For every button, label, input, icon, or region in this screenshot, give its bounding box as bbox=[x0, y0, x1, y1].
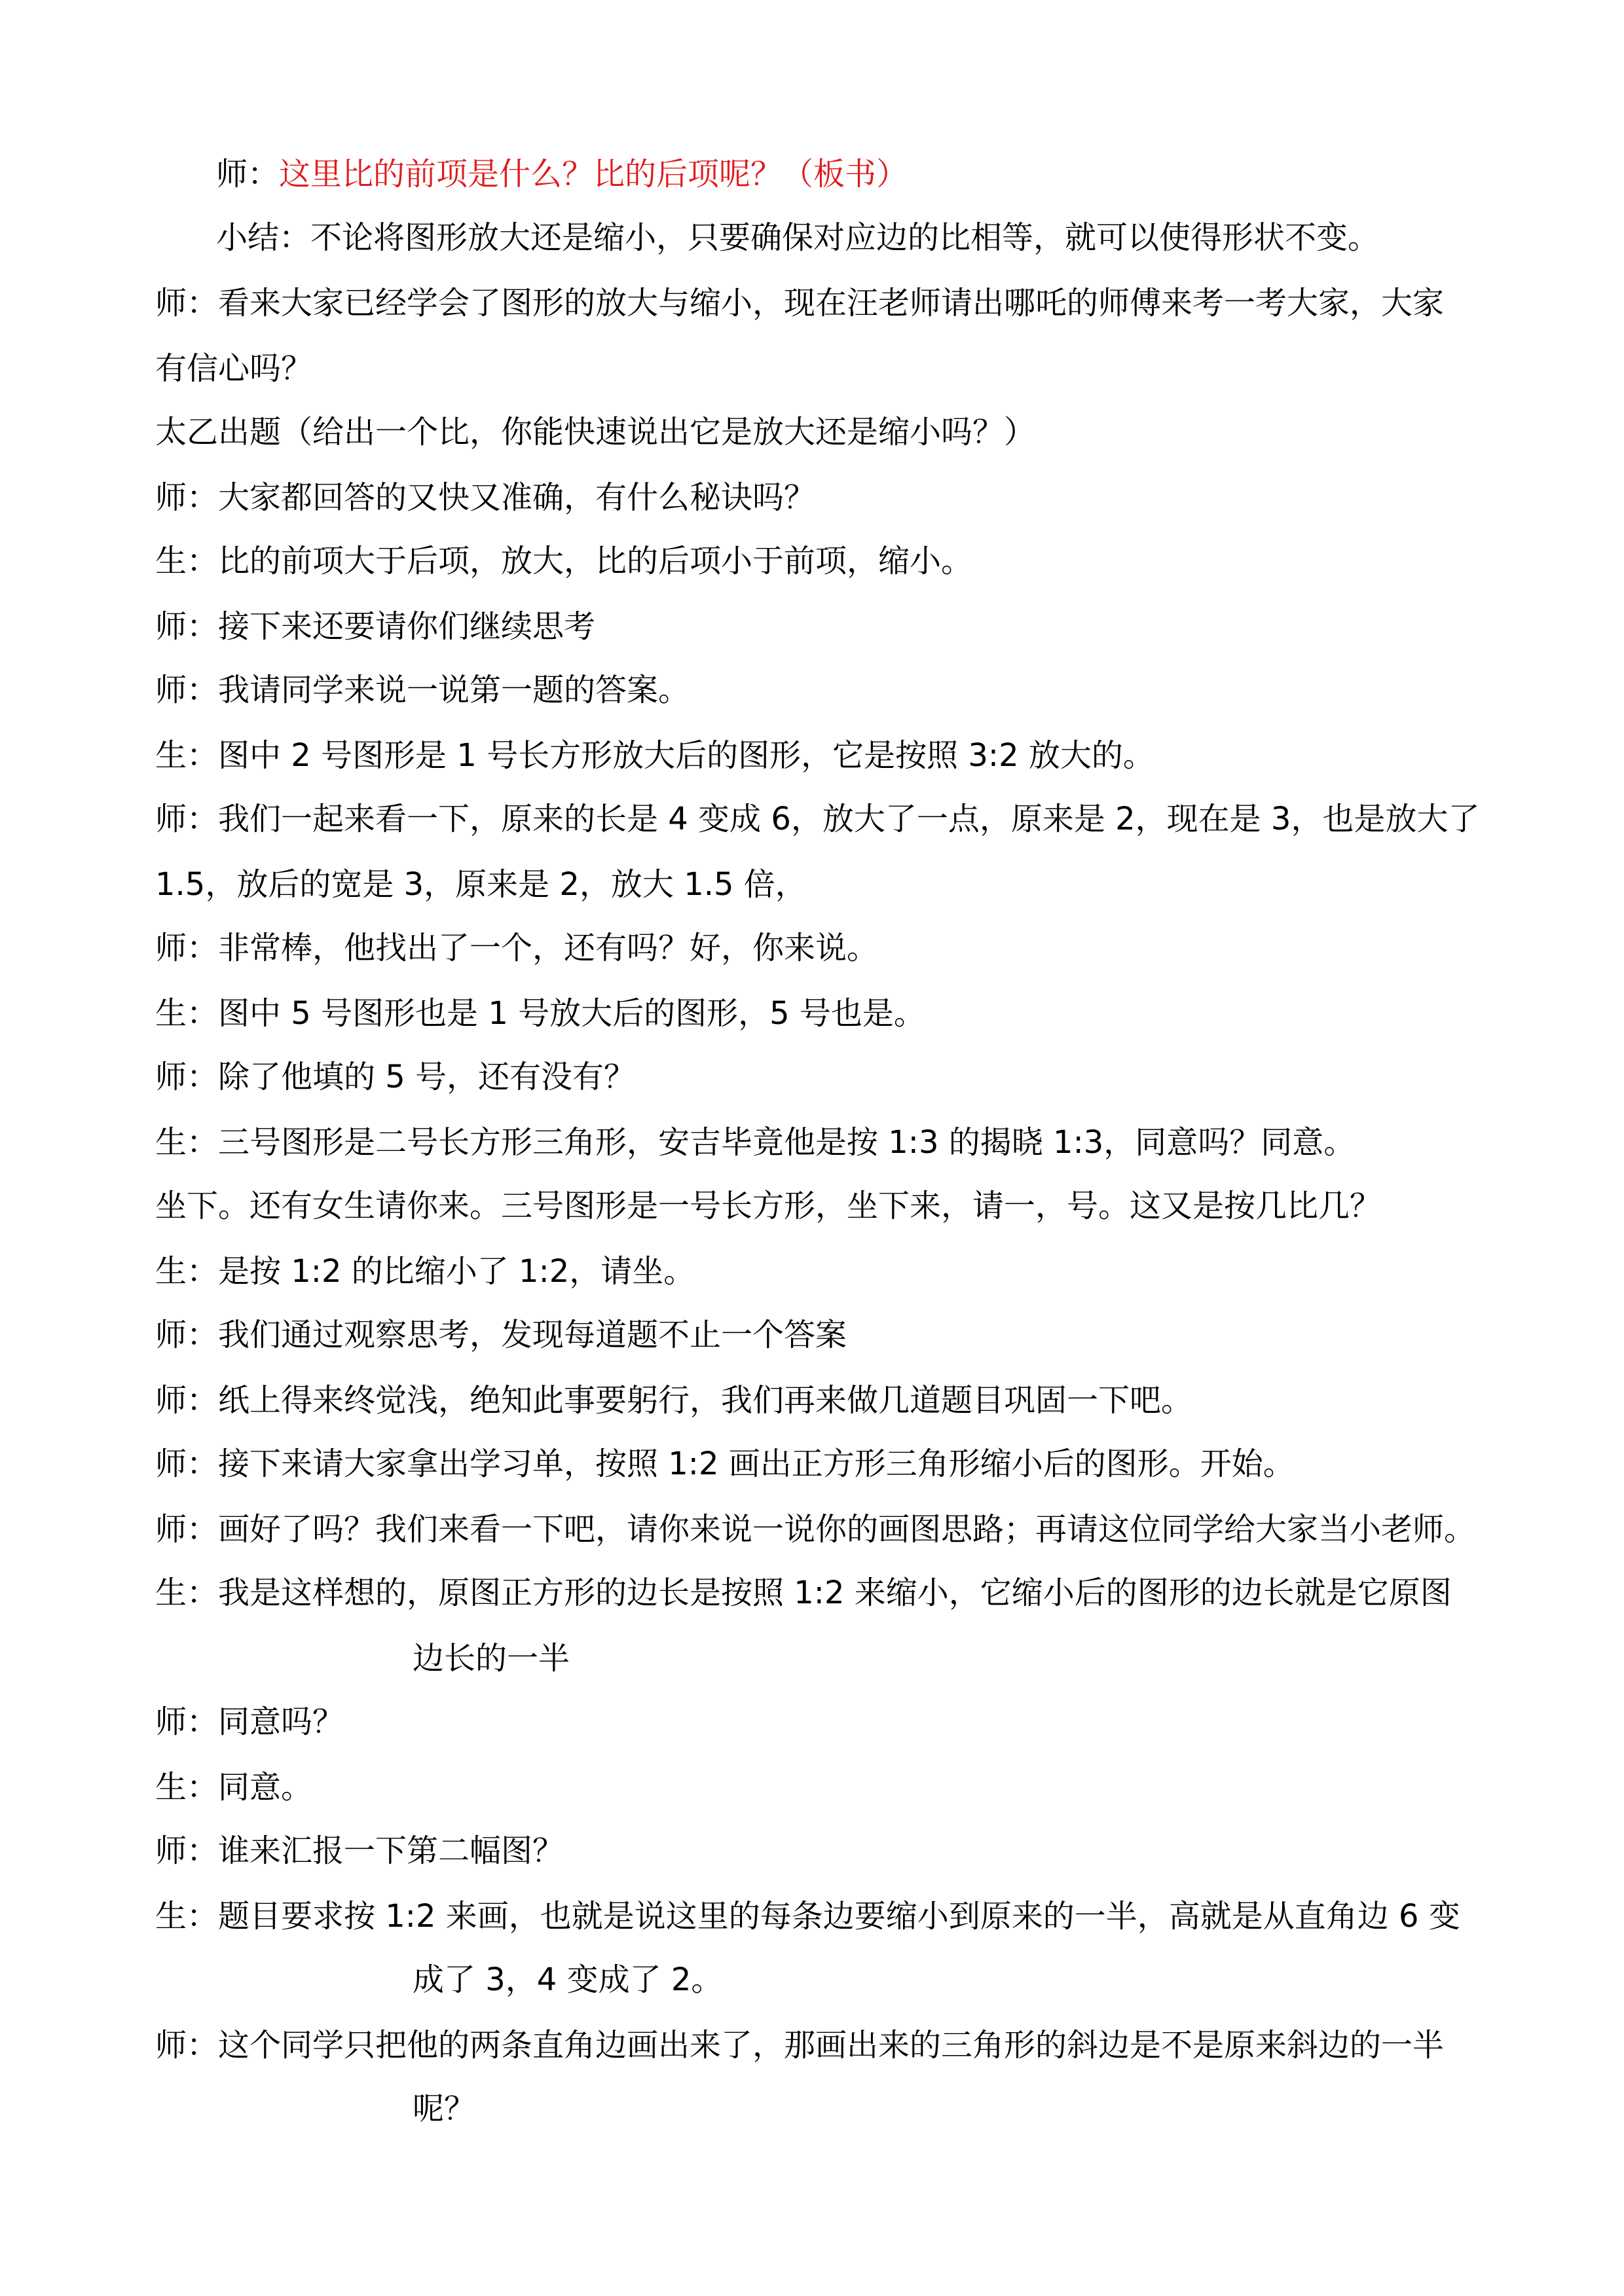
teacher-line: 师：除了他填的 5 号，还有没有？ bbox=[155, 1059, 636, 1095]
student-line: 生：同意。 bbox=[155, 1769, 313, 1806]
student-line: 生：是按 1:2 的比缩小了 1:2，请坐。 bbox=[155, 1253, 695, 1290]
student-line: 生：三号图形是二号长方形三角形，安吉毕竟他是按 1:3 的揭晓 1:3，同意吗？同意。 bbox=[155, 1124, 1356, 1161]
teacher-line: 师：接下来请大家拿出学习单，按照 1:2 画出正方形三角形缩小后的图形。开始。 bbox=[155, 1446, 1295, 1482]
student-line: 生：我是这样想的，原图正方形的边长是按照 1:2 来缩小，它缩小后的图形的边长就是它原图 bbox=[155, 1575, 1452, 1611]
teacher-line: 师：谁来汇报一下第二幅图？ bbox=[155, 1832, 564, 1869]
teacher-line: 师：我们通过观察思考，发现每道题不止一个答案 bbox=[155, 1317, 847, 1353]
teacher-line: 师：我们一起来看一下，原来的长是 4 变成 6，放大了一点，原来是 2，现在是 3，也是放大了 bbox=[155, 801, 1480, 837]
teacher-line: 师：接下来还要请你们继续思考 bbox=[155, 608, 596, 645]
teacher-line: 师：看来大家已经学会了图形的放大与缩小，现在汪老师请出哪吒的师傅来考一考大家，大家 bbox=[155, 285, 1445, 321]
teacher-line: 师：非常棒，他找出了一个，还有吗？好，你来说。 bbox=[155, 930, 879, 966]
continuation-line: 1.5，放后的宽是 3，原来是 2，放大 1.5 倍， bbox=[155, 866, 807, 903]
activity-line: 太乙出题（给出一个比，你能快速说出它是放大还是缩小吗？） bbox=[155, 414, 1036, 450]
continuation-line: 有信心吗？ bbox=[155, 350, 313, 387]
continuation-line: 成了 3，4 变成了 2。 bbox=[413, 1961, 723, 1998]
student-line: 生：图中 2 号图形是 1 号长方形放大后的图形，它是按照 3:2 放大的。 bbox=[155, 737, 1154, 774]
narration-line: 坐下。还有女生请你来。三号图形是一号长方形，坐下来，请一，号。这又是按几比几？ bbox=[155, 1188, 1382, 1224]
continuation-line: 呢？ bbox=[413, 2090, 476, 2127]
student-line: 生：题目要求按 1:2 来画，也就是说这里的每条边要缩小到原来的一半，高就是从直角边 6 变 bbox=[155, 1898, 1460, 1935]
teacher-line: 师：同意吗？ bbox=[155, 1704, 344, 1740]
teacher-line: 师：画好了吗？我们来看一下吧，请你来说一说你的画图思路；再请这位同学给大家当小老师。 bbox=[155, 1511, 1476, 1548]
teacher-line: 师：纸上得来终觉浅，绝知此事要躬行，我们再来做几道题目巩固一下吧。 bbox=[155, 1382, 1193, 1419]
summary-line: 小结：不论将图形放大还是缩小，只要确保对应边的比相等，就可以使得形状不变。 bbox=[216, 219, 1380, 256]
teacher-line: 师：我请同学来说一说第一题的答案。 bbox=[155, 672, 690, 708]
student-line: 生：图中 5 号图形也是 1 号放大后的图形，5 号也是。 bbox=[155, 995, 925, 1032]
highlighted-question: 这里比的前项是什么？比的后项呢？（板书） bbox=[279, 156, 908, 192]
speaker-label: 师： bbox=[216, 156, 280, 192]
teacher-line: 师：这个同学只把他的两条直角边画出来了，那画出来的三角形的斜边是不是原来斜边的一半 bbox=[155, 2027, 1445, 2064]
teacher-line bbox=[216, 155, 1624, 194]
continuation-line: 边长的一半 bbox=[413, 1640, 570, 1677]
student-line: 生：比的前项大于后项，放大，比的后项小于前项，缩小。 bbox=[155, 543, 973, 579]
teacher-line: 师：大家都回答的又快又准确，有什么秘诀吗？ bbox=[155, 479, 816, 516]
